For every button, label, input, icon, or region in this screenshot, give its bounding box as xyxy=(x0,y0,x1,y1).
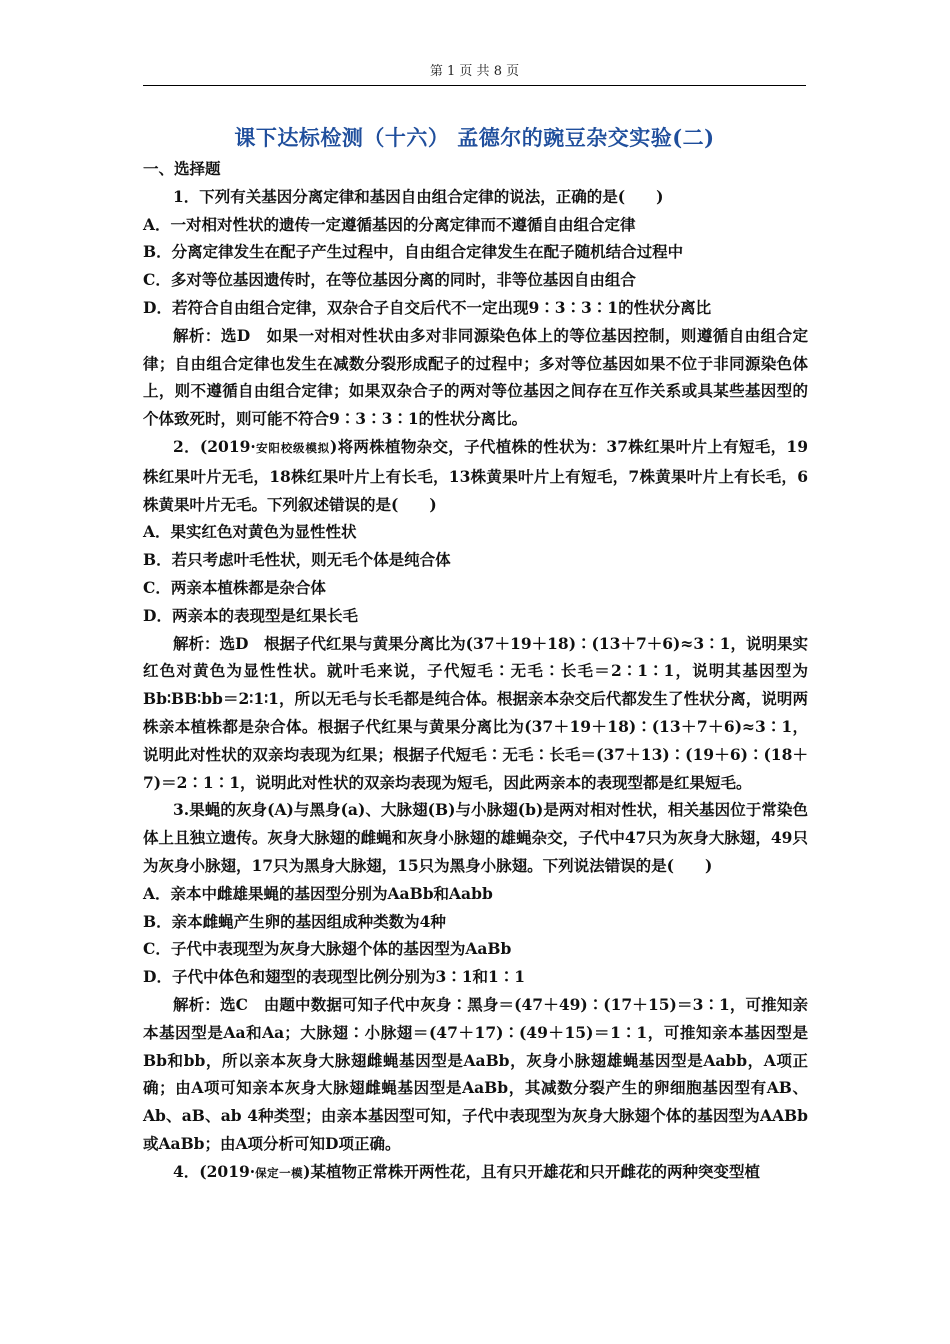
question-1-option-a: A．一对相对性状的遗传一定遵循基因的分离定律而不遵循自由组合定律 xyxy=(143,214,636,234)
question-2-option-d: D．两亲本的表现型是红果长毛 xyxy=(143,605,358,625)
page-header: 第 1 页 共 8 页 xyxy=(429,64,520,79)
question-3-option-c: C．子代中表现型为灰身大脉翅个体的基因型为AaBb xyxy=(143,939,512,959)
question-1-stem: 1．下列有关基因分离定律和基因自由组合定律的说法，正确的是( ) xyxy=(173,186,664,206)
question-4-prefix: 4．(2019· xyxy=(173,1161,256,1181)
analysis-text: 选D 如果一对相对性状由多对非同源染色体上的等位基因控制，则遵循自由组合定律；自由组合定律也发生在减数分裂形成配子的过程中；多对等位基因如果不位于非同源染色体上，则不遵循自由组合定律；如果双杂合子的两对等位基因之间存在互作关系或具某些基因型的个体致死时，则可能不符合9∶3∶3∶1的性状分离比。 xyxy=(143,325,808,429)
question-1-option-c: C．多对等位基因遗传时，在等位基因分离的同时，非等位基因自由组合 xyxy=(143,270,636,290)
question-1-option-d: D．若符合自由组合定律，双杂合子自交后代不一定出现9∶3∶3∶1的性状分离比 xyxy=(143,297,712,317)
question-2-prefix: 2．(2019· xyxy=(173,436,256,456)
analysis-text: 选C 由题中数据可知子代中灰身∶黑身＝(47＋49)∶(17＋15)＝3∶1，可推知亲本基因型是Aa和Aa；大脉翅∶小脉翅＝(47＋17)∶(49＋15)＝1∶1，可推知亲本基因型是Bb和bb，所以亲本灰身大脉翅雌蝇基因型是AaBb，灰身小脉翅雄蝇基因型是Aabb，A项正确；由A项可知亲本灰身大脉翅雌蝇基因型是AaBb，其减数分裂产生的卵细胞基因型有AB、Ab、aB、ab 4种类型；由亲本基因型可知，子代中表现型为灰身大脉翅个体的基因型为AABb或AaBb；由A项分析可知D项正确。 xyxy=(143,994,808,1153)
question-3-stem: 3.果蝇的灰身(A)与黑身(a)、大脉翅(B)与小脉翅(b)是两对相对性状，相关基因位于常染色体上且独立遗传。灰身大脉翅的雌蝇和灰身小脉翅的雄蝇杂交，子代中47只为灰身大脉翅，49只为灰身小脉翅，17只为黑身大脉翅，15只为黑身小脉翅。下列说法错误的是( ) xyxy=(143,800,808,875)
question-2-analysis xyxy=(143,630,808,797)
document-title: 课下达标检测（十六） 孟德尔的豌豆杂交实验(二) xyxy=(234,125,715,150)
analysis-text: 选D 根据子代红果与黄果分离比为(37＋19＋18)∶(13＋7＋6)≈3∶1，说明果实红色对黄色为显性性状。就叶毛来说，子代短毛∶无毛∶长毛＝2∶1∶1，说明其基因型为Bb∶BB∶bb＝2∶1∶1，所以无毛与长毛都是纯合体。根据亲本杂交后代都发生了性状分离，说明两株亲本植株都是杂合体。根据子代红果与黄果分离比为(37＋19＋18)∶(13＋7＋6)≈3∶1，说明此对性状的双亲均表现为红果；根据子代短毛∶无毛∶长毛＝(37＋13)∶(19＋6)∶(18＋7)＝2∶1∶1，说明此对性状的双亲均表现为短毛，因此两亲本的表现型都是红果短毛。 xyxy=(143,633,808,792)
question-3-option-a: A．亲本中雌雄果蝇的基因型分别为AaBb和Aabb xyxy=(143,883,493,903)
question-2-text: )将两株植物杂交，子代植株的性状为：37株红果叶片上有短毛，19株红果叶片无毛，18株红果叶片上有长毛，13株黄果叶片上有短毛，7株黄果叶片上有长毛，6株黄果叶片无毛。下列叙述错误的是( ) xyxy=(143,436,808,514)
question-2-option-b: B．若只考虑叶毛性状，则无毛个体是纯合体 xyxy=(143,550,451,570)
section-heading: 一、选择题 xyxy=(143,159,221,178)
question-4-text: )某植物正常株开两性花，且有只开雄花和只开雌花的两种突变型植 xyxy=(303,1161,760,1181)
analysis-label: 解析： xyxy=(173,994,220,1014)
question-4-source: 保定一模 xyxy=(255,1165,304,1180)
question-3-analysis xyxy=(143,991,808,1158)
question-3-option-d: D．子代中体色和翅型的表现型比例分别为3∶1和1∶1 xyxy=(143,967,526,987)
question-2-stem xyxy=(143,433,808,518)
question-1-option-b: B．分离定律发生在配子产生过程中，自由组合定律发生在配子随机结合过程中 xyxy=(143,242,684,262)
analysis-label: 解析： xyxy=(173,633,220,653)
document-body xyxy=(143,155,808,1187)
question-2-option-c: C．两亲本植株都是杂合体 xyxy=(143,577,326,597)
question-4-stem xyxy=(143,1158,808,1188)
question-2-source: 安阳校级模拟 xyxy=(255,440,330,455)
header-divider xyxy=(143,85,806,86)
question-3-option-b: B．亲本雌蝇产生卵的基因组成种类数为4种 xyxy=(143,911,446,931)
question-2-option-a: A．果实红色对黄色为显性性状 xyxy=(143,522,357,542)
analysis-label: 解析： xyxy=(173,325,221,345)
question-1-analysis xyxy=(143,322,808,433)
